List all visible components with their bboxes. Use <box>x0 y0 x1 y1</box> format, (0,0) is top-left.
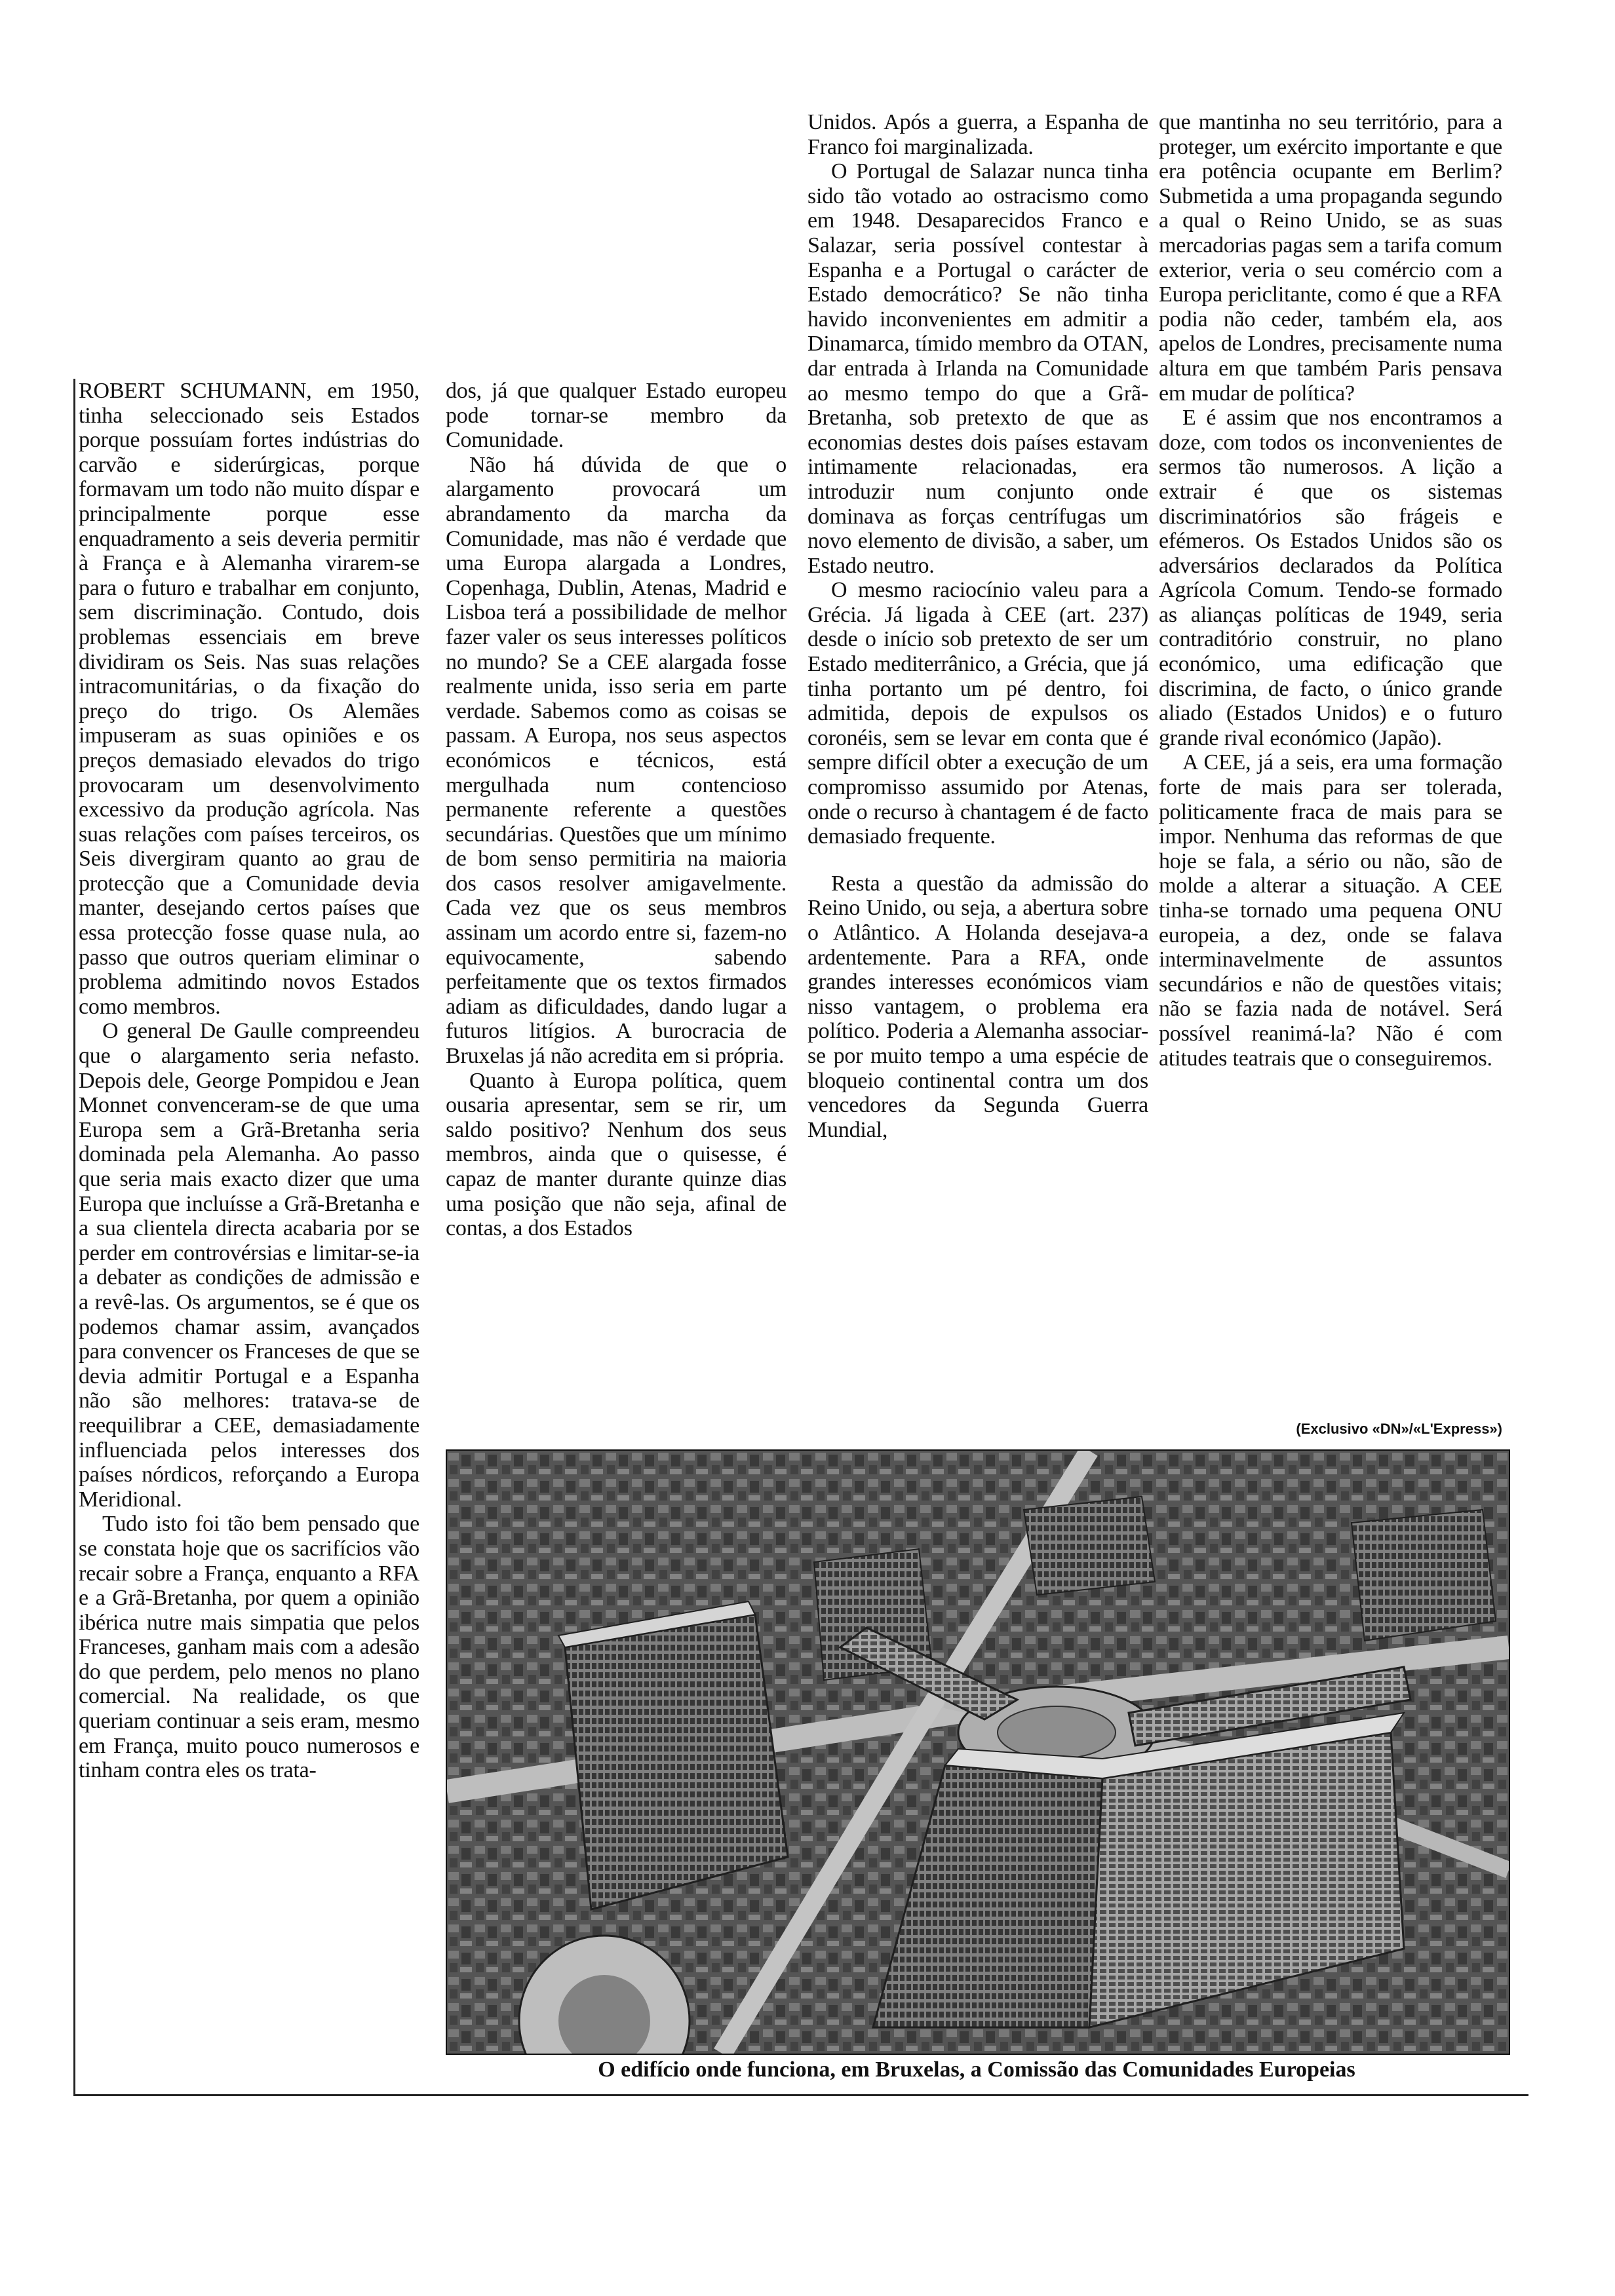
left-column-rule <box>73 379 75 2095</box>
paragraph: Tudo isto foi tão bem pensado que se constata hoje que os sacrifícios vão recair sobre a França, enquanto a RFA e a Grã-Bretanha, por quem a opinião ibérica nutre mais simpatia que pelos Franceses, ganham mais com a adesão do que perdem, pelo menos no plano comercial. Na realidade, os que queriam continuar a seis eram, mesmo em França, muito pouco numerosos e tinham contra eles os trata- <box>79 1512 419 1783</box>
paragraph: O Portugal de Salazar nunca tinha sido tão votado ao ostracismo como em 1948. Desaparecidos Franco e Salazar, seria possível contestar à Espanha e a Portugal o carácter de Estado democrático? Se não tinha havido inconvenientes em admitir a Dinamarca, tímido membro da OTAN, dar entrada à Irlanda na Comunidade ao mesmo tempo do que a Grã-Bretanha, sob pretexto de que as economias destes dois países estavam intimamente relacionadas, era introduzir num conjunto onde dominava as forças centrífugas um novo elemento de divisão, a saber, um Estado neutro. <box>808 159 1148 578</box>
article-credit: (Exclusivo «DN»/«L'Express») <box>1296 1421 1502 1437</box>
article-column-3 <box>808 110 1148 1142</box>
paragraph: ROBERT SCHUMANN, em 1950, tinha seleccionado seis Estados porque possuíam fortes indústrias do carvão e siderúrgicas, porque formavam um todo não muito díspar e principalmente porque esse enquadramento a seis deveria permitir à França e à Alemanha virarem-se para o futuro e trabalhar em conjunto, sem discriminação. Contudo, dois problemas essenciais em breve dividiram os Seis. Nas suas relações intracomunitárias, o da fixação do preço do trigo. Os Alemães impuseram as suas opiniões e os preços demasiado elevados do trigo provocaram um desenvolvimento excessivo da produção agrícola. Nas suas relações com países terceiros, os Seis divergiram quanto ao grau de protecção que a Comunidade devia manter, desejando certos países que essa protecção fosse quase nula, ao passo que outros queriam eliminar o problema admitindo novos Estados como membros. <box>79 379 419 1019</box>
paragraph: O general De Gaulle compreendeu que o alargamento seria nefasto. Depois dele, George Pompidou e Jean Monnet convenceram-se de que uma Europa sem a Grã-Bretanha seria dominada pela Alemanha. Ao passo que seria mais exacto dizer que uma Europa que incluísse a Grã-Bretanha e a sua clientela directa acabaria por se perder em controvérsias e limitar-se-ia a debater as condições de admissão e a revê-las. Os argumentos, se é que os podemos chamar assim, avançados para convencer os Franceses de que se devia admitir Portugal e a Espanha não são melhores: tratava-se de reequilibrar a CEE, demasiadamente influenciada pelos interesses dos países nórdicos, reforçando a Europa Meridional. <box>79 1019 419 1512</box>
paragraph: Quanto à Europa política, quem ousaria apresentar, sem se rir, um saldo positivo? Nenhum dos seus membros, ainda que o quisesse, é capaz de manter durante quinze dias uma posição que não seja, afinal de contas, a dos Estados <box>446 1068 787 1241</box>
paragraph: Unidos. Após a guerra, a Espanha de Franco foi marginalizada. <box>808 110 1148 159</box>
article-column-1 <box>79 379 419 1783</box>
photo-caption: O edifício onde funciona, em Bruxelas, a Comissão das Comunidades Europeias <box>598 2057 1355 2082</box>
article-column-2 <box>446 379 787 1241</box>
aerial-photo-berlaymont <box>446 1449 1510 2055</box>
bottom-rule <box>73 2094 1528 2096</box>
aerial-photo-illustration <box>447 1451 1509 2054</box>
paragraph: O mesmo raciocínio valeu para a Grécia. Já ligada à CEE (art. 237) desde o início sob pretexto de ser um Estado mediterrânico, a Grécia, que já tinha portanto um pé dentro, foi admitida, depois de expulsos os coronéis, sem se levar em conta que é sempre difícil obter a execução de um compromisso assumido por Atenas, onde o recurso à chantagem é de facto demasiado frequente. <box>808 578 1148 849</box>
paragraph: A CEE, já a seis, era uma formação forte de mais para ser tolerada, politicamente fraca de mais para se impor. Nenhuma das reformas de que hoje se fala, a sério ou não, são de molde a alterar a situação. A CEE tinha-se tornado uma pequena ONU europeia, a dez, onde se falava interminavelmente de assuntos secundários e não de questões vitais; não se fazia nada de notável. Será possível reanimá-la? Não é com atitudes teatrais que o conseguiremos. <box>1159 750 1502 1071</box>
paragraph: E é assim que nos encontramos a doze, com todos os inconvenientes de sermos tão numerosos. A lição a extrair é que os sistemas discriminatórios são frágeis e efémeros. Os Estados Unidos são os adversários declarados da Política Agrícola Comum. Tendo-se formado as alianças políticas de 1949, seria contraditório construir, no plano económico, uma edificação que discrimina, de facto, o único grande aliado (Estados Unidos) e o futuro grande rival económico (Japão). <box>1159 406 1502 750</box>
paragraph: dos, já que qualquer Estado europeu pode tornar-se membro da Comunidade. <box>446 379 787 453</box>
paragraph: Resta a questão da admissão do Reino Unido, ou seja, a abertura sobre o Atlântico. A Holanda desejava-a ardentemente. Para a RFA, onde grandes interesses económicos viam nisso vantagem, o problema era político. Poderia a Alemanha associar-se por muito tempo a uma espécie de bloqueio continental contra um dos vencedores da Segunda Guerra Mundial, <box>808 871 1148 1142</box>
paragraph: Não há dúvida de que o alargamento provocará um abrandamento da marcha da Comunidade, mas não é verdade que uma Europa alargada a Londres, Copenhaga, Dublin, Atenas, Madrid e Lisboa terá a possibilidade de melhor fazer valer os seus interesses políticos no mundo? Se a CEE alargada fosse realmente unida, isso seria em parte verdade. Sabemos como as coisas se passam. A Europa, nos seus aspectos económicos e técnicos, está mergulhada num contencioso permanente referente a questões secundárias. Questões que um mínimo de bom senso permitiria na maioria dos casos resolver amigavelmente. Cada vez que os seus membros assinam um acordo entre si, fazem-no equivocamente, sabendo perfeitamente que os textos firmados adiam as dificuldades, dando lugar a futuros litígios. A burocracia de Bruxelas já não acredita em si própria. <box>446 452 787 1069</box>
paragraph: que mantinha no seu território, para a proteger, um exército importante e que era potência ocupante em Berlim? Submetida a uma propaganda segundo a qual o Reino Unido, se as suas mercadorias pagas sem a tarifa comum exterior, veria o seu comércio com a Europa periclitante, como é que a RFA podia não ceder, também ela, aos apelos de Londres, precisamente numa altura em que também Paris pensava em mudar de política? <box>1159 110 1502 406</box>
article-column-4 <box>1159 110 1502 1071</box>
